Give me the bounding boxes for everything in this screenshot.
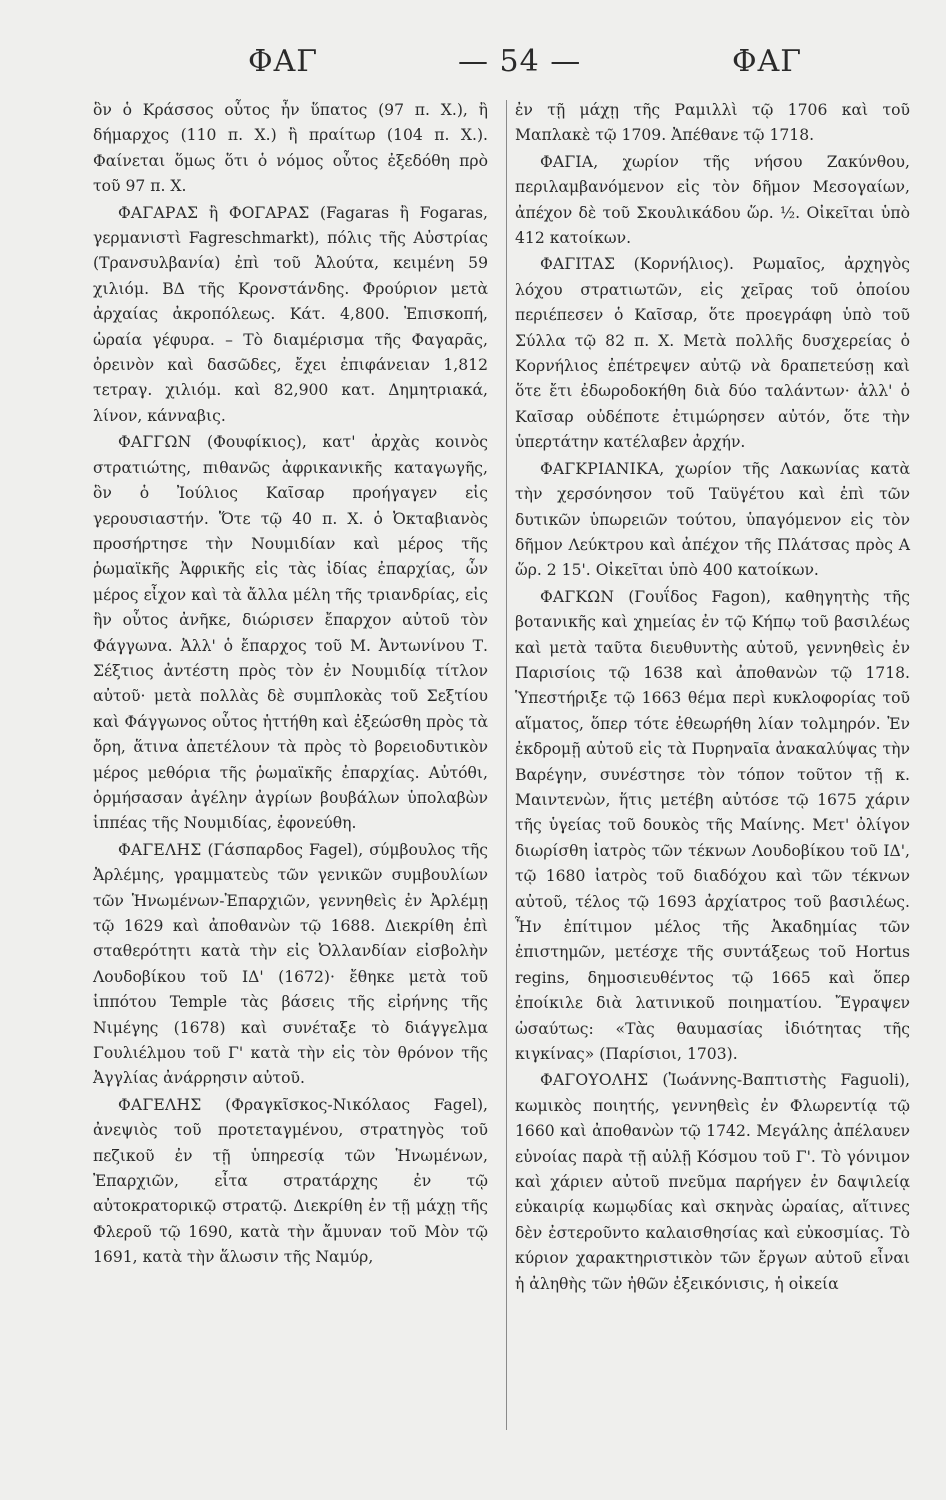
entry-headword: ΦΑΓΑΡΑΣ bbox=[117, 203, 199, 222]
entry-text: ὃν ὁ Κράσσος οὗτος ἦν ὕπατος (97 π. Χ.), ἢ δήμαρχος (110 π. Χ.) ἢ πραίτωρ (104 π. Χ.). Φαίνεται ὅμως ὅτι ὁ νόμος οὗτος ἐξεδόθη πρὸ τοῦ 97 π. Χ. bbox=[93, 101, 488, 196]
header-left-running-head: ΦΑΓ bbox=[248, 44, 319, 79]
page-header bbox=[0, 44, 946, 84]
entry-text: , χωρίον τῆς Λακωνίας κατὰ τὴν χερσόνησον τοῦ Ταϋγέτου καὶ ἐπὶ τῶν δυτικῶν ὑπωρειῶν τούτου, ὑπαγόμενον εἰς τὸν δῆμον Λεύκτρου καὶ ἀπέχον τῆς Πλάτσας πρὸς Α ὥρ. 2 15'. Οἰκεῖται ὑπὸ 400 κατοίκων. bbox=[515, 459, 910, 580]
entry bbox=[93, 1093, 488, 1271]
entry-text: ἐν τῇ μάχῃ τῆς Ραμιλλὶ τῷ 1706 καὶ τοῦ Μαπλακὲ τῷ 1709. Ἀπέθανε τῷ 1718. bbox=[515, 101, 910, 145]
entry-headword: ΦΑΓΕΛΗΣ bbox=[117, 840, 202, 859]
entry-text: (Ἰωάννης-Βαπτιστὴς Faguoli), κωμικὸς ποιητής, γεννηθεὶς ἐν Φλωρεντίᾳ τῷ 1660 καὶ ἀποθανὼν τῷ 1742. Μεγάλης ἀπέλαυεν εὐνοίας παρὰ τῇ αὐλῇ Κόσμου τοῦ Γ'. Τὸ γόνιμον καὶ χάριεν αὐτοῦ πνεῦμα παρήγεν ἐν δαψιλείᾳ εὐκαιρίᾳ κωμῳδίας καὶ σκηνὰς ὡραίας, αἵτινες δὲν ἐστεροῦντο καλαισθησίας καὶ εὐκοσμίας. Τὸ κύριον χαρακτηριστικὸν τῶν ἔργων αὐτοῦ εἶναι ἡ ἀληθὴς τῶν ἠθῶν ἐξεικόνισις, ἡ οἰκεία bbox=[515, 1071, 910, 1293]
entry-text: (Κορνήλιος). Ρωμαῖος, ἀρχηγὸς λόχου στρατιωτῶν, εἰς χεῖρας τοῦ ὁποίου περιέπεσεν ὁ Καῖσαρ, ὅτε προεγράφη ὑπὸ τοῦ Σύλλα τῷ 82 π. Χ. Μετὰ πολλῆς δυσχερείας ὁ Κορνήλιος ἐπέτρεψεν αὐτῷ νὰ δραπετεύσῃ καὶ ὅτε ἔτι ἐδωροδοκήθη διὰ δύο ταλάντων· ἀλλ' ὁ Καῖσαρ οὐδέποτε ἐτιμώρησεν αὐτόν, ὅτε τὴν ὑπερτάτην κατέλαβεν ἀρχήν. bbox=[515, 255, 910, 452]
entry bbox=[93, 838, 488, 1092]
entry-continuation bbox=[515, 98, 910, 149]
entry-text: (Γάσπαρδος Fagel), σύμβουλος τῆς Ἀρλέμης, γραμματεὺς τῶν γενικῶν συμβουλίων τῶν Ἡνωμένων-Ἐπαρχιῶν, γεννηθεὶς ἐν Ἀρλέμῃ τῷ 1629 καὶ ἀποθανὼν τῷ 1688. Διεκρίθη ἐπὶ σταθερότητι κατὰ τὴν εἰς Ὀλλανδίαν εἰσβολὴν Λουδοβίκου τοῦ ΙΔ' (1672)· ἔθηκε μετὰ τοῦ ἱππότου Temple τὰς βάσεις τῆς εἰρήνης τῆς Νιμέγης (1678) καὶ συνέταξε τὸ διάγγελμα Γουλιέλμου τοῦ Γ' κατὰ τὴν εἰς τὸν θρόνον τῆς Ἀγγλίας ἀνάρρησιν αὐτοῦ. bbox=[93, 840, 488, 1088]
entry-text: (Γουΐδος Fagon), καθηγητὴς τῆς βοτανικῆς καὶ χημείας ἐν τῷ Κήπῳ τοῦ βασιλέως καὶ μετὰ ταῦτα διευθυντὴς αὐτοῦ, γεννηθεὶς ἐν Παρισίοις τῷ 1638 καὶ ἀποθανὼν τῷ 1718. Ὑπεστήριξε τῷ 1663 θέμα περὶ κυκλοφορίας τοῦ αἵματος, ὅπερ τότε ἐθεωρήθη λίαν τολμηρόν. Ἐν ἐκδρομῇ αὐτοῦ εἰς τὰ Πυρηναῖα ἀνακαλύψας τὴν Βαρέγην, συνέστησε τὸν τόπον τοῦτον τῇ κ. Μαιντενὼν, ἥτις μετέβη αὐτόσε τῷ 1675 χάριν τῆς ὑγείας τοῦ δουκὸς τῆς Μαίνης. Μετ' ὀλίγον διωρίσθη ἰατρὸς τῶν τέκνων Λουδοβίκου τοῦ ΙΔ', τῷ 1680 ἰατρὸς τοῦ διαδόχου καὶ τῶν τέκνων αὐτοῦ, τέλος τῷ 1693 ἀρχίατρος τοῦ βασιλέως. Ἦν ἐπίτιμον μέλος τῆς Ἀκαδημίας τῶν ἐπιστημῶν, μετέσχε τῆς συντάξεως τοῦ Hortus regins, δημοσιευθέντος τῷ 1665 καὶ ὅπερ ἐποίκιλε διὰ λατινικοῦ ποιηματίου. Ἔγραψεν ὡσαύτως: «Τὰς θαυμασίας ἰδιότητας τῆς κιγκίνας» (Παρίσιοι, 1703). bbox=[515, 587, 910, 1064]
entry-headword: ΦΑΓΓΩΝ bbox=[117, 433, 192, 452]
entry-headword: ΦΑΓΚΩΝ bbox=[539, 587, 615, 606]
left-column bbox=[93, 98, 488, 1271]
entry bbox=[515, 252, 910, 455]
entry-text: ἢ ΦΟΓΑΡΑΣ (Fagaras ἢ Fogaras, γερμανιστὶ Fagreschmarkt), πόλις τῆς Αὐστρίας (Τρανσυλβανία) ἐπὶ τοῦ Ἀλούτα, κειμένη 59 χιλιόμ. ΒΔ τῆς Κρονστάνδης. Φρούριον μετὰ ἀρχαίας ἀκροπόλεως. Κάτ. 4,800. Ἐπισκοπή, ὡραία γέφυρα. – Τὸ διαμέρισμα τῆς Φαγαρᾶς, ὀρεινὸν καὶ δασῶδες, ἔχει ἐπιφάνειαν 1,812 τετραγ. χιλιόμ. καὶ 82,900 κατ. Δημητριακά, λίνον, κάνναβις. bbox=[93, 203, 488, 425]
entry bbox=[515, 1068, 910, 1297]
right-column bbox=[515, 98, 910, 1297]
entry-headword: ΦΑΓΙΤΑΣ bbox=[539, 255, 616, 274]
entry-text: , χωρίον τῆς νήσου Ζακύνθου, περιλαμβανόμενον εἰς τὸν δῆμον Μεσογαίων, ἀπέχον δὲ τοῦ Σκουλικάδου ὥρ. ½. Οἰκεῖται ὑπὸ 412 κατοίκων. bbox=[515, 152, 910, 248]
entry-headword: ΦΑΓΚΡΙΑΝΙΚΑ bbox=[539, 459, 660, 478]
entry-continuation bbox=[93, 98, 488, 200]
entry-text: (Φουφίκιος), κατ' ἀρχὰς κοινὸς στρατιώτης, πιθανῶς ἀφρικανικῆς καταγωγῆς, ὃν ὁ Ἰούλιος Καῖσαρ προήγαγεν εἰς γερουσιαστήν. Ὅτε τῷ 40 π. Χ. ὁ Ὀκταβιανὸς προσήρτησε τὴν Νουμιδίαν καὶ μέρος τῆς ῥωμαϊκῆς Ἀφρικῆς εἰς τὰς ἰδίας ἐπαρχίας, ὧν μέρος εἶχον καὶ τὰ ἄλλα μέλη τῆς τριανδρίας, εἰς ἣν οὗτος ἀνῆκε, διώρισεν ἔπαρχον αὐτοῦ τὸν Φάγγωνα. Ἀλλ' ὁ ἔπαρχος τοῦ Μ. Ἀντωνίνου Τ. Σέξτιος ἀντέστη πρὸς τὸν ἐν Νουμιδίᾳ τίτλον αὐτοῦ· μετὰ πολλὰς δὲ συμπλοκὰς τοῦ Σεξτίου καὶ Φάγγωνος οὗτος ἡττήθη καὶ ἐξεώσθη πρὸς τὰ ὄρη, ἅτινα ἀπετέλουν τὰ πρὸς τὸ βορειοδυτικὸν μέρος μεθόρια τῆς ῥωμαϊκῆς ἐπαρχίας. Αὐτόθι, ὁρμήσασαν ἀγέλην ἀγρίων βουβάλων ὑπολαβὼν ἱππέας τῆς Νουμιδίας, ἐφονεύθη. bbox=[93, 433, 488, 833]
entry-headword: ΦΑΓΟΥΟΛΗΣ bbox=[539, 1071, 649, 1090]
page-number: — 54 — bbox=[458, 44, 582, 79]
entry bbox=[515, 585, 910, 1068]
entry-text: (Φραγκῖσκος-Νικόλαος Fagel), ἀνεψιὸς τοῦ προτεταγμένου, στρατηγὸς τοῦ πεζικοῦ ἐν τῇ ὑπηρεσίᾳ τῶν Ἡνωμένων, Ἐπαρχιῶν, εἶτα στρατάρχης ἐν τῷ αὐτοκρατορικῷ στρατῷ. Διεκρίθη ἐν τῇ μάχῃ τῆς Φλεροῦ τῷ 1690, κατὰ τὴν ἄμυναν τοῦ Μὸν τῷ 1691, κατὰ τὴν ἅλωσιν τῆς Ναμύρ, bbox=[93, 1095, 488, 1267]
column-divider bbox=[506, 100, 507, 1430]
entry bbox=[515, 457, 910, 584]
entry-headword: ΦΑΓΕΛΗΣ bbox=[117, 1095, 202, 1114]
entry bbox=[93, 430, 488, 837]
entry bbox=[515, 150, 910, 252]
entry-headword: ΦΑΓΙΑ bbox=[539, 152, 594, 171]
header-right-running-head: ΦΑΓ bbox=[732, 44, 803, 79]
entry bbox=[93, 201, 488, 430]
